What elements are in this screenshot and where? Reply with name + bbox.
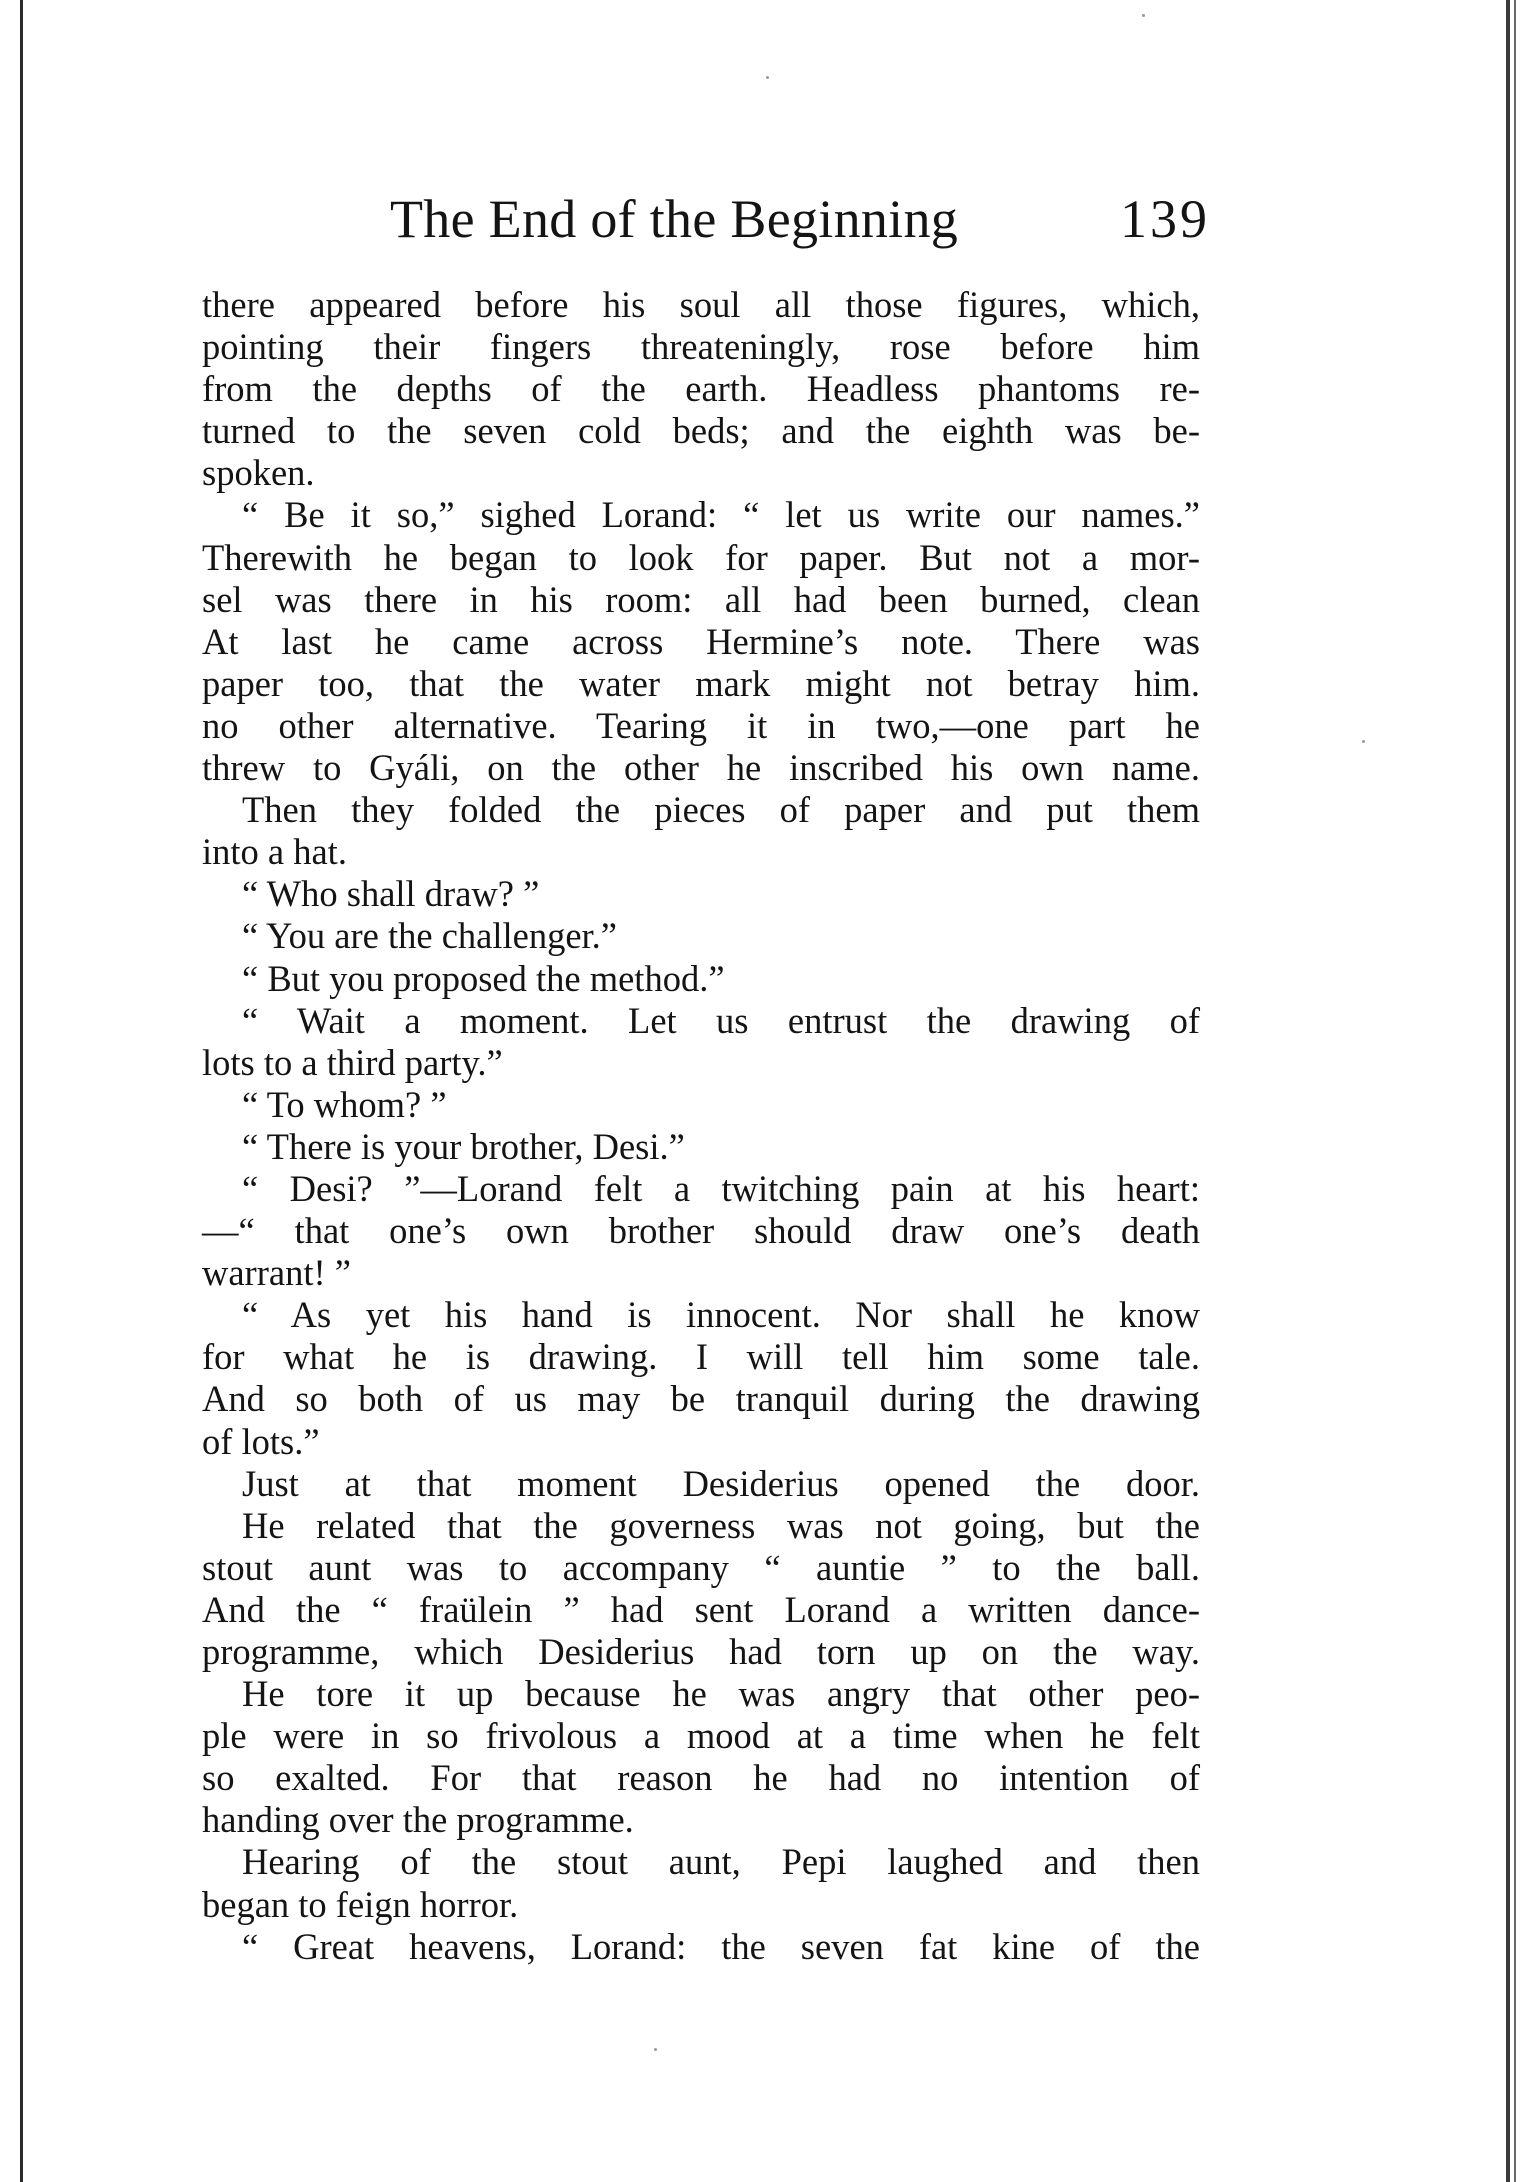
text-line: pointing their fingers threateningly, rose before him — [202, 326, 1200, 368]
text-line: Hearing of the stout aunt, Pepi laughed and then — [242, 1841, 1200, 1883]
scan-speck — [766, 76, 769, 79]
text-line: “ Who shall draw? ” — [242, 873, 540, 915]
text-line: “ To whom? ” — [242, 1083, 447, 1125]
text-line: ple were in so frivolous a mood at a time when he felt — [202, 1715, 1200, 1757]
text-line: And so both of us may be tranquil during the drawing — [202, 1378, 1200, 1420]
text-line: “ Be it so,” sighed Lorand: “ let us write our names.” — [242, 494, 1200, 536]
text-line: stout aunt was to accompany “ auntie ” to the ball. — [202, 1546, 1200, 1588]
text-line: no other alternative. Tearing it in two,—one part he — [202, 704, 1200, 746]
text-line: Then they folded the pieces of paper and put them — [242, 789, 1200, 831]
page-edge-left — [20, 0, 23, 2182]
running-head — [390, 188, 1210, 258]
text-line: handing over the programme. — [202, 1799, 634, 1841]
text-line: turned to the seven cold beds; and the eighth was be- — [202, 410, 1200, 452]
text-line: And the “ fraülein ” had sent Lorand a written dance- — [202, 1588, 1200, 1630]
text-line: “ But you proposed the method.” — [242, 957, 725, 999]
text-line: “ There is your brother, Desi.” — [242, 1125, 685, 1167]
text-line: “ Desi? ”—Lorand felt a twitching pain at his heart: — [242, 1167, 1200, 1209]
page-edge-right — [1506, 0, 1510, 2182]
text-line: He tore it up because he was angry that other peo- — [242, 1673, 1200, 1715]
scan-speck — [654, 2048, 657, 2051]
text-line: there appeared before his soul all those figures, which, — [202, 284, 1200, 325]
running-title: The End of the Beginning — [390, 189, 959, 249]
text-line: warrant! ” — [202, 1252, 351, 1294]
text-line: for what he is drawing. I will tell him some tale. — [202, 1336, 1200, 1378]
text-line: from the depths of the earth. Headless phantoms re- — [202, 368, 1200, 410]
text-line: “ Great heavens, Lorand: the seven fat kine of the — [242, 1925, 1200, 1967]
text-line: of lots.” — [202, 1420, 320, 1462]
body-text — [202, 284, 1200, 1968]
text-line: sel was there in his room: all had been burned, clean — [202, 578, 1200, 620]
text-line: lots to a third party.” — [202, 1041, 503, 1083]
text-line: Just at that moment Desiderius opened the door. — [242, 1462, 1200, 1504]
page-number: 139 — [1120, 189, 1210, 249]
text-line: programme, which Desiderius had torn up on the way. — [202, 1631, 1200, 1672]
text-line: He related that the governess was not going, but the — [242, 1504, 1200, 1546]
text-line: threw to Gyáli, on the other he inscribed his own name. — [202, 747, 1200, 789]
scan-speck — [1142, 14, 1145, 17]
scan-speck — [1362, 740, 1365, 743]
text-line: so exalted. For that reason he had no intention of — [202, 1757, 1200, 1799]
text-line: began to feign horror. — [202, 1883, 519, 1925]
page-edge-right-inner — [1514, 0, 1516, 2182]
text-line: paper too, that the water mark might not betray him. — [202, 662, 1200, 704]
text-line: spoken. — [202, 452, 315, 494]
text-line: “ Wait a moment. Let us entrust the drawing of — [242, 999, 1200, 1041]
text-line: into a hat. — [202, 831, 347, 873]
text-line: “ As yet his hand is innocent. Nor shall he know — [242, 1294, 1200, 1336]
text-line: “ You are the challenger.” — [242, 915, 617, 957]
text-line: At last he came across Hermine’s note. There was — [202, 620, 1200, 662]
text-line: Therewith he began to look for paper. But not a mor- — [202, 536, 1200, 578]
text-line: —“ that one’s own brother should draw one’s death — [202, 1210, 1200, 1252]
